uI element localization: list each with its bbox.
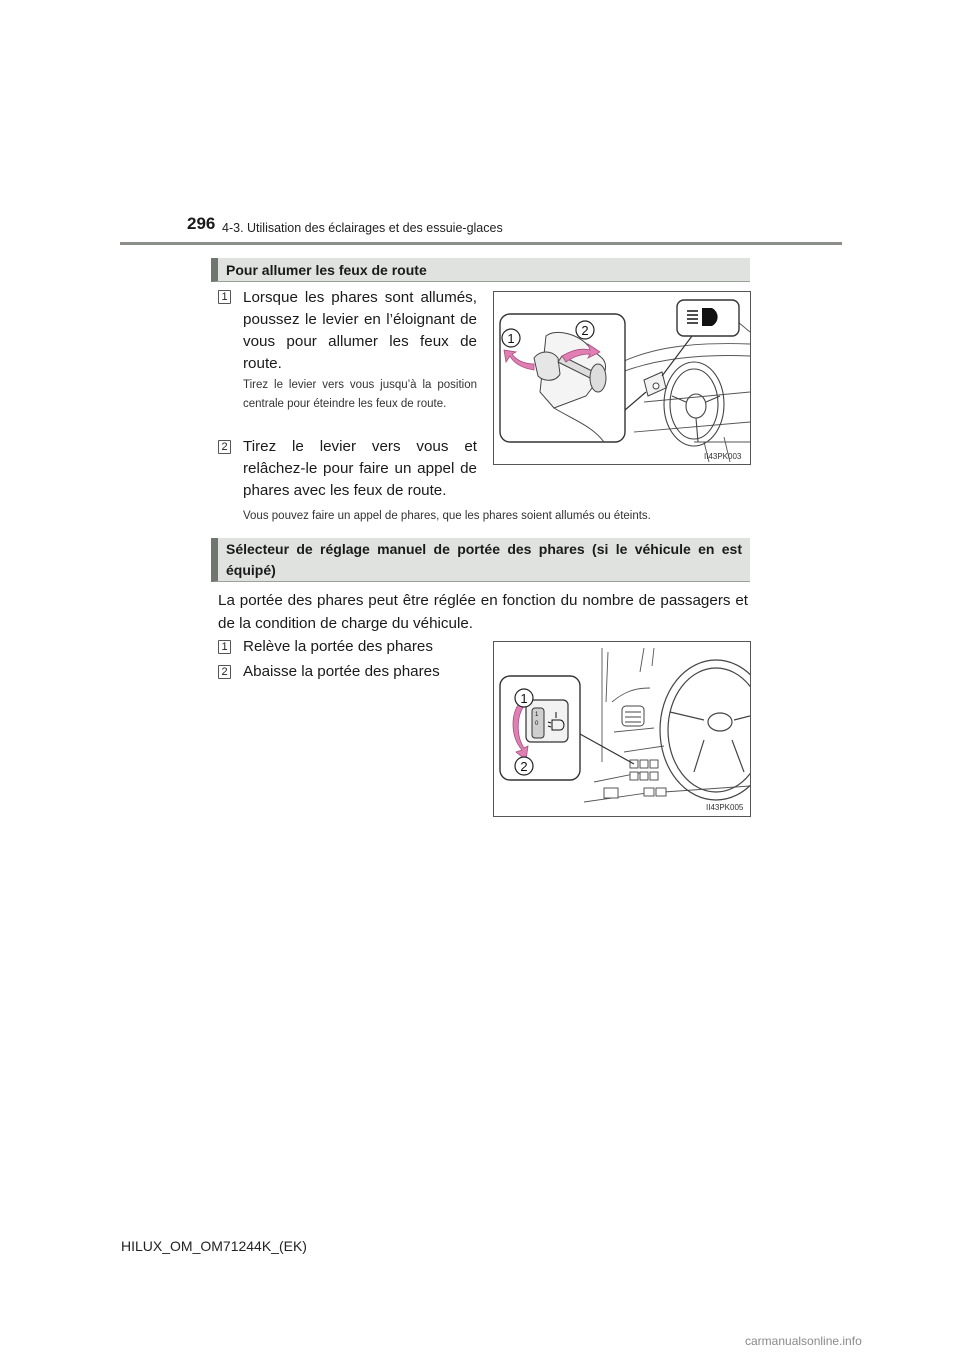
item-1-text: Relève la portée des phares xyxy=(243,638,433,655)
figure-code: II43PK003 xyxy=(704,452,742,461)
chapter-title: 4-3. Utilisation des éclairages et des essuie-glaces xyxy=(222,221,503,235)
item-2-text: Abaisse la portée des phares xyxy=(243,663,440,680)
svg-text:0: 0 xyxy=(535,721,539,727)
step-1-note: Tirez le levier vers vous jusqu’à la position centrale pour éteindre les feux de route. xyxy=(243,379,477,410)
lever-illustration xyxy=(494,292,750,464)
section-2-intro: La portée des phares peut être réglée en fonction du nombre de passagers et de la condition de charge du véhicule. xyxy=(218,592,748,632)
headlamp-glyph xyxy=(702,308,718,326)
figure-leveling-dial xyxy=(493,641,751,817)
header-rule xyxy=(120,242,842,245)
step-2-text: Tirez le levier vers vous et relâchez-le pour faire un appel de phares avec les feux de route. xyxy=(243,438,477,499)
leveling-illustration xyxy=(494,642,750,816)
svg-text:2: 2 xyxy=(520,759,528,774)
callout-1 xyxy=(515,689,533,707)
step-1-text: Lorsque les phares sont allumés, poussez le levier en l’éloignant de vous pour allumer les feux de route. xyxy=(243,289,477,372)
step-number-badge: 1 xyxy=(218,290,231,304)
section-heading-high-beam: Pour allumer les feux de route xyxy=(211,258,750,282)
svg-text:1: 1 xyxy=(520,691,528,706)
figure-headlight-lever xyxy=(493,291,751,465)
step-number-badge: 2 xyxy=(218,440,231,454)
watermark: carmanualsonline.info xyxy=(745,1334,862,1348)
svg-text:1: 1 xyxy=(535,712,539,718)
callout-2 xyxy=(576,321,594,339)
callout-2 xyxy=(515,757,533,775)
document-id: HILUX_OM_OM71244K_(EK) xyxy=(121,1238,307,1254)
svg-text:2: 2 xyxy=(581,323,589,338)
item-number-badge: 1 xyxy=(218,640,231,654)
svg-text:1: 1 xyxy=(507,331,515,346)
callout-1 xyxy=(502,329,520,347)
section-heading-headlight-leveling: Sélecteur de réglage manuel de portée des phares (si le véhicule en est équipé) xyxy=(211,538,750,582)
item-number-badge: 2 xyxy=(218,665,231,679)
page-number: 296 xyxy=(187,214,216,233)
figure-code: II43PK005 xyxy=(706,803,744,812)
section-1-note: Vous pouvez faire un appel de phares, que les phares soient allumés ou éteints. xyxy=(243,510,651,522)
